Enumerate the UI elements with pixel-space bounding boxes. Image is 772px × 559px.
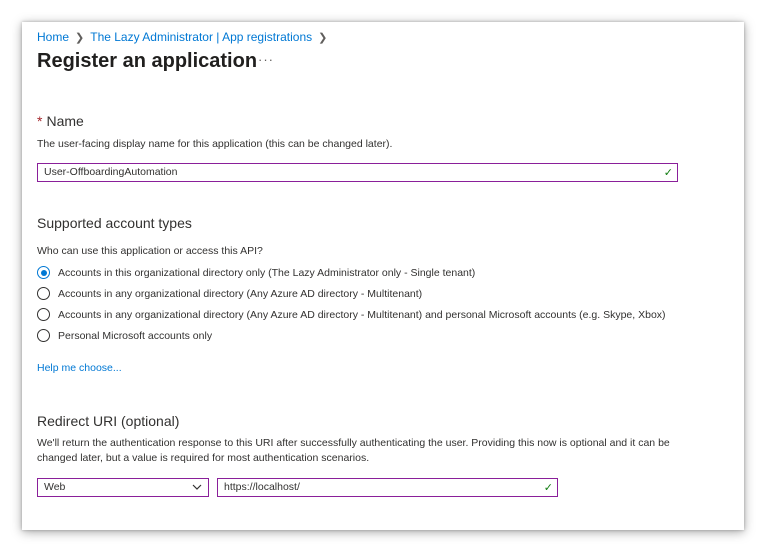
checkmark-icon: ✓: [543, 482, 553, 494]
account-type-label: Accounts in any organizational directory (Any Azure AD directory - Multitenant): [58, 287, 423, 300]
page-title: Register an application: [37, 50, 258, 72]
radio-unselected-icon[interactable]: [37, 329, 50, 342]
name-description: The user-facing display name for this application (this can be changed later).: [37, 138, 393, 150]
account-type-label: Accounts in this organizational directory only (The Lazy Administrator only - Single tenant): [58, 266, 476, 279]
name-input[interactable]: [37, 163, 678, 182]
redirect-uri-input[interactable]: [217, 478, 558, 497]
breadcrumb-app-registrations-link[interactable]: The Lazy Administrator | App registrations: [90, 30, 313, 44]
redirect-uri-value: https://localhost/: [224, 481, 300, 493]
platform-select[interactable]: [37, 478, 209, 497]
platform-select-value: Web: [44, 481, 66, 493]
account-type-option-personal[interactable]: [37, 329, 212, 342]
account-type-option-multitenant-personal[interactable]: [37, 308, 666, 321]
radio-unselected-icon[interactable]: [37, 287, 50, 300]
account-type-label: Accounts in any organizational directory (Any Azure AD directory - Multitenant) and personal Microsoft accounts (e.g. Skype, Xbox): [58, 308, 666, 321]
redirect-uri-heading: Redirect URI (optional): [37, 413, 180, 429]
account-type-option-multitenant[interactable]: [37, 287, 422, 300]
redirect-uri-description-line1: We'll return the authentication response to this URI after successfully authenticating the user. Providing this now is optional and it can be: [37, 437, 670, 449]
radio-unselected-icon[interactable]: [37, 308, 50, 321]
chevron-down-icon: [192, 484, 202, 491]
account-types-heading: Supported account types: [37, 215, 192, 231]
help-me-choose-link[interactable]: Help me choose...: [37, 362, 122, 374]
name-heading-label: Name: [46, 113, 84, 129]
checkmark-icon: ✓: [663, 167, 673, 179]
account-type-label: Personal Microsoft accounts only: [58, 329, 213, 342]
more-options-button[interactable]: ···: [258, 52, 274, 67]
redirect-uri-description-line2: changed later, but a value is required for most authentication scenarios.: [37, 452, 370, 464]
name-input-value: User-OffboardingAutomation: [44, 166, 178, 178]
account-types-question: Who can use this application or access this API?: [37, 245, 263, 257]
breadcrumb-home-link[interactable]: Home: [37, 30, 70, 44]
breadcrumb: [37, 30, 333, 44]
register-app-panel: [22, 22, 744, 530]
name-heading: [37, 113, 84, 129]
account-type-option-single-tenant[interactable]: [37, 266, 475, 279]
chevron-right-icon: ❯: [318, 31, 328, 44]
radio-selected-icon[interactable]: [37, 266, 50, 279]
required-marker: *: [37, 113, 43, 129]
chevron-right-icon: ❯: [75, 31, 85, 44]
